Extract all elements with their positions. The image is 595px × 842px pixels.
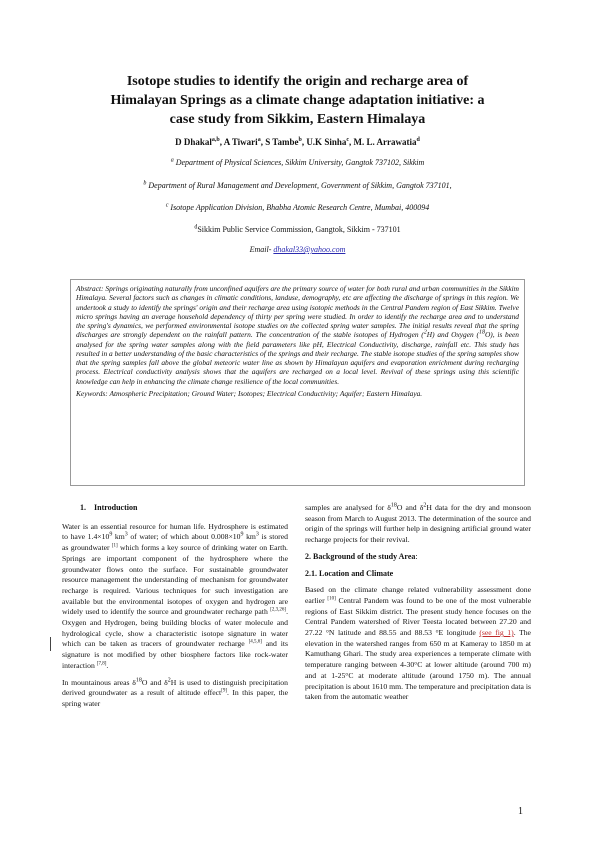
affiliation-sup: c <box>165 202 169 209</box>
section-heading-study-area: 2. Background of the study Area: <box>305 551 418 561</box>
figure-reference-link[interactable]: (see fig 1) <box>479 628 514 638</box>
section-heading-introduction: 1. Introduction <box>80 503 138 512</box>
keywords-label: Keywords: <box>76 388 108 398</box>
abstract-box <box>70 279 525 486</box>
affiliation-text: Department of Rural Management and Development, Government of Sikkim, Gangtok 737101, <box>148 181 452 190</box>
page-number: 1 <box>518 806 523 817</box>
author-affil-sup: b <box>298 137 302 143</box>
author-affil-sup: a <box>257 137 261 143</box>
author-affil-sup: d <box>416 137 420 143</box>
right-column <box>305 503 531 709</box>
email-link[interactable]: dhakal33@yahoo.com <box>273 245 346 254</box>
paper-title <box>60 72 535 129</box>
margin-bar <box>50 637 51 651</box>
location-climate-paragraph: Based on the climate change related vulnerability assessment done earlier [10] Central Pandem was found to be one of the most vulnerable regions of East Sikkim district. The present study hence focuses on the Central Pandem watershed of River Teesta located between 27.20 and 27.22 °N latitude and 88.55 and 88.53 °E longitude (see fig 1). The elevation in the watershed ranges from 650 m at Kameray to 1850 m at Kamuthang Ghari. The study area experiences a temperate climate with temperature ranging between 4-30°C at lower altitude (around 700 m) and at 1-25°C at moderate altitude (around 1750 m). The annual precipitation is about 1610 mm. The temperature and precipitation data is taken from the automatic weather <box>305 585 531 702</box>
left-column <box>62 503 288 716</box>
citation[interactable]: [2,3,26] <box>270 607 287 613</box>
citation[interactable]: [9] <box>221 688 228 694</box>
affiliation-sup: d <box>194 224 198 231</box>
author-name: M. L. Arrawatia <box>353 137 417 147</box>
affiliation-sup: b <box>143 180 147 187</box>
author-affil-sup: a,b <box>211 137 220 143</box>
affiliation-sup: a <box>170 157 174 164</box>
affiliation-text: Department of Physical Sciences, Sikkim University, Gangtok 737102, Sikkim <box>175 158 425 167</box>
subsection-heading-location-climate: 2.1. Location and Climate <box>305 568 394 578</box>
affiliation-d <box>40 225 555 235</box>
author-name: A Tiwari <box>223 137 258 147</box>
author-name: U.K Sinha <box>306 137 347 147</box>
affiliation-text: Sikkim Public Service Commission, Gangtok, Sikkim - 737101 <box>197 225 401 234</box>
citation[interactable]: [4,5,6] <box>248 639 262 645</box>
title-line-2: Himalayan Springs as a climate change adaptation initiative: a <box>110 93 485 108</box>
intro-paragraph-1: Water is an essential resource for human life. Hydrosphere is estimated to have $1.4\times 10^9$ $km^3$ of water; of which about $0.008\times 10^9$ $km^3$ is stored as groundwater [1] which forms a key source of drinking water on Earth. Springs are important component of the hydrosphere where the groundwater flows onto the surface. For sustainable groundwater resource management the understanding of mechanism for groundwater recharge is required. Various techniques for such investigation are available but the environmental isotopes of oxygen and hydrogen are widely used to identify the source and groundwater recharge path [2,3,26]. Oxygen and Hydrogen, being building blocks of water molecule and hydrological cycle, show a characteristic isotope signature in water which can be taken as tracers of groundwater recharge [4,5,6] and its signature is not modified by other biosphere factors like rock-water interaction [7,8]. <box>62 521 289 670</box>
affiliation-a <box>40 158 555 168</box>
author-name: S Tambe <box>265 137 299 147</box>
email-label: Email- <box>249 245 272 254</box>
author-name: D Dhakal <box>175 137 212 147</box>
keywords-list: Atmospheric Precipitation; Ground Water; Isotopes; Electrical Conductivity; Aquifer; Eastern Himalaya. <box>109 388 423 398</box>
intro-paragraph-2: In mountainous areas $\delta^{18}O$ and $\delta^2H$ is used to distinguish precipitation derived groundwater as a result of altitude effect[9]. In this paper, the spring water <box>62 676 289 708</box>
contact-email <box>60 245 535 254</box>
citation[interactable]: [1] <box>111 543 118 549</box>
keywords-paragraph <box>76 389 519 398</box>
affiliation-text: Isotope Application Division, Bhabha Atomic Research Centre, Mumbai, 400094 <box>170 203 430 212</box>
author-affil-sup: c <box>346 137 350 143</box>
author-list: D Dhakal$^{a,b}$, A Tiwari$^a$, S Tambe$^b$, U.K Sinha$^c$, M. L. Arrawatia$^d$ <box>175 137 420 147</box>
intro-continuation-paragraph: samples are analysed for $\delta^{18}O$ and $\delta^2H$ data for the dry and monsoon season from March to August 2013. The determination of the source and origin of the springs will further help in designing artificial ground water recharge projects for their revival. <box>305 502 532 545</box>
citation[interactable]: [7,8] <box>96 661 107 667</box>
title-line-3: case study from Sikkim, Eastern Himalaya <box>169 112 426 127</box>
affiliation-c <box>40 203 555 213</box>
citation[interactable]: [10] <box>327 596 336 602</box>
title-line-1: Isotope studies to identify the origin and recharge area of <box>126 74 469 89</box>
abstract-paragraph: Abstract: Springs originating naturally from unconfined aquifers are the primary source of water for both rural and urban communities in the Sikkim Himalaya. Several factors such as changes in climatic conditions, landuse, demography, etc are affecting the discharge of springs in this region. We undertook a study to identify the springs' origin and their recharge area using isotopic methods in the Central Pandem region of East Sikkim. Twelve micro springs having an average household dependency of thirty per spring were studied. In order to identify the recharge area and to understand the spring's dynamics, we performed environmental isotope studies on the collected spring water samples. The initial results reveal that the spring discharges are strongly dependent on the rainfall pattern. The concentration of the stable isotopes of Hydrogen ($^2$H) and Oxygen ($^{18}$O), is been analysed for the spring water samples along with the field parameters like pH, Electrical Conductivity, discharge, rainfall etc. This study has resulted in a better understanding of the basic characteristics of the springs and their recharge. The stable isotope studies of the spring samples show that the spring samples fall above the global meteoric water line as shown by Himalayan aquifers and evaporation enrichment during recharging process. Electrical conductivity analysis shows that the aquifers are recharged on a local level. Revival of these springs using this scientific knowledge can help in enhancing the climate change resilience of the local communities. <box>76 284 519 386</box>
abstract-label: Abstract: <box>76 284 104 293</box>
affiliation-b <box>40 181 555 191</box>
